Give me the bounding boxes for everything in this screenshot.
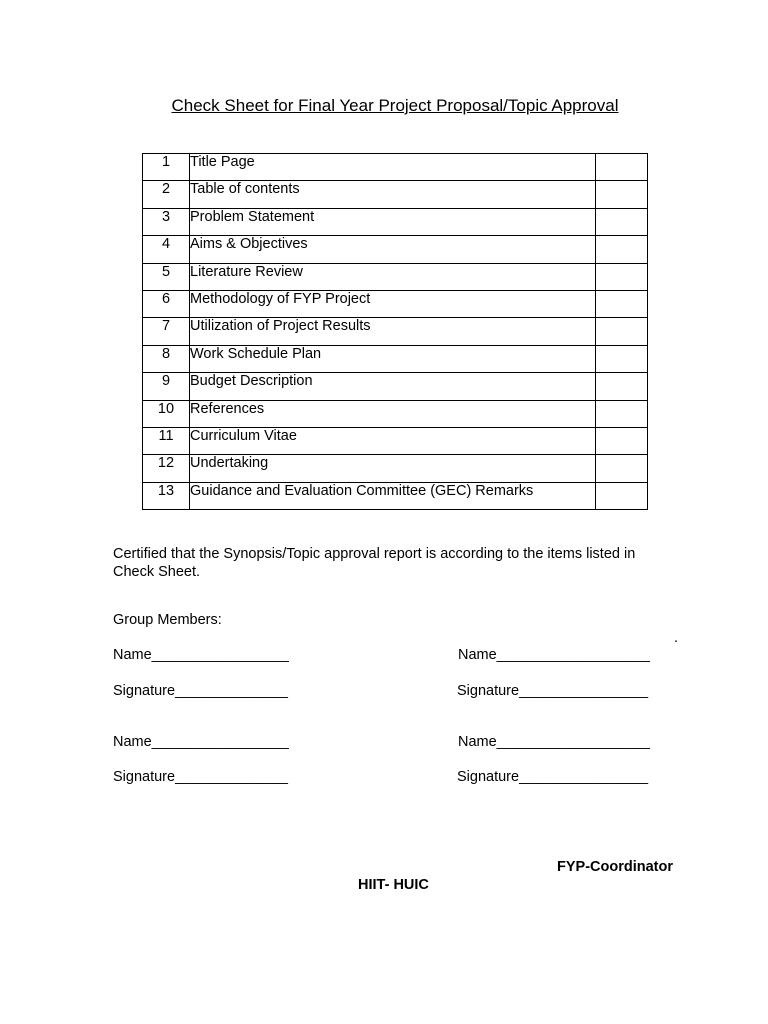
table-row (143, 236, 648, 263)
institution-label: HIIT- HUIC (358, 877, 429, 893)
row-number: 7 (143, 318, 190, 345)
table-row (143, 482, 648, 509)
row-number: 2 (143, 181, 190, 208)
check-cell[interactable] (596, 345, 648, 372)
row-item: Methodology of FYP Project (190, 290, 596, 317)
certification-statement (113, 545, 677, 581)
table-row (143, 427, 648, 454)
member-signature-field[interactable]: Signature______________ (113, 769, 288, 785)
table-row (143, 373, 648, 400)
row-item: Literature Review (190, 263, 596, 290)
row-item: Guidance and Evaluation Committee (GEC) Remarks (190, 482, 596, 509)
row-item: Table of contents (190, 181, 596, 208)
table-row (143, 208, 648, 235)
checklist-table (142, 153, 648, 510)
certification-line: Certified that the Synopsis/Topic approval report is according to the items listed in (113, 546, 636, 562)
table-row (143, 154, 648, 181)
table-row (143, 400, 648, 427)
check-cell[interactable] (596, 290, 648, 317)
group-members-label: Group Members: (113, 612, 222, 628)
member-name-field[interactable]: Name___________________ (458, 647, 650, 663)
check-cell[interactable] (596, 482, 648, 509)
row-item: Budget Description (190, 373, 596, 400)
member-signature-field[interactable]: Signature________________ (457, 683, 649, 699)
row-number: 6 (143, 290, 190, 317)
row-number: 4 (143, 236, 190, 263)
row-number: 3 (143, 208, 190, 235)
check-cell[interactable] (596, 154, 648, 181)
check-cell[interactable] (596, 208, 648, 235)
member-signature-field[interactable]: Signature________________ (457, 769, 649, 785)
check-cell[interactable] (596, 236, 648, 263)
row-item: Aims & Objectives (190, 236, 596, 263)
table-row (143, 290, 648, 317)
row-number: 1 (143, 154, 190, 181)
row-number: 9 (143, 373, 190, 400)
row-number: 5 (143, 263, 190, 290)
row-item: Utilization of Project Results (190, 318, 596, 345)
row-item: Curriculum Vitae (190, 427, 596, 454)
row-item: Undertaking (190, 455, 596, 482)
row-number: 12 (143, 455, 190, 482)
member-name-field[interactable]: Name_________________ (113, 734, 289, 750)
member-signature-field[interactable]: Signature______________ (113, 683, 288, 699)
table-row (143, 455, 648, 482)
check-cell[interactable] (596, 318, 648, 345)
row-number: 8 (143, 345, 190, 372)
table-row (143, 345, 648, 372)
row-item: Title Page (190, 154, 596, 181)
check-cell[interactable] (596, 181, 648, 208)
table-row (143, 318, 648, 345)
row-item: References (190, 400, 596, 427)
row-number: 13 (143, 482, 190, 509)
row-number: 10 (143, 400, 190, 427)
check-cell[interactable] (596, 263, 648, 290)
stray-dot: . (674, 630, 679, 646)
table-row (143, 181, 648, 208)
fyp-coordinator-label: FYP-Coordinator (557, 859, 673, 875)
check-cell[interactable] (596, 455, 648, 482)
row-number: 11 (143, 427, 190, 454)
check-cell[interactable] (596, 400, 648, 427)
row-item: Problem Statement (190, 208, 596, 235)
member-name-field[interactable]: Name_________________ (113, 647, 289, 663)
check-cell[interactable] (596, 373, 648, 400)
certification-line: Check Sheet. (113, 564, 201, 580)
row-item: Work Schedule Plan (190, 345, 596, 372)
check-cell[interactable] (596, 427, 648, 454)
table-row (143, 263, 648, 290)
member-name-field[interactable]: Name___________________ (458, 734, 650, 750)
page-title: Check Sheet for Final Year Project Proposal/Topic Approval (171, 96, 619, 115)
